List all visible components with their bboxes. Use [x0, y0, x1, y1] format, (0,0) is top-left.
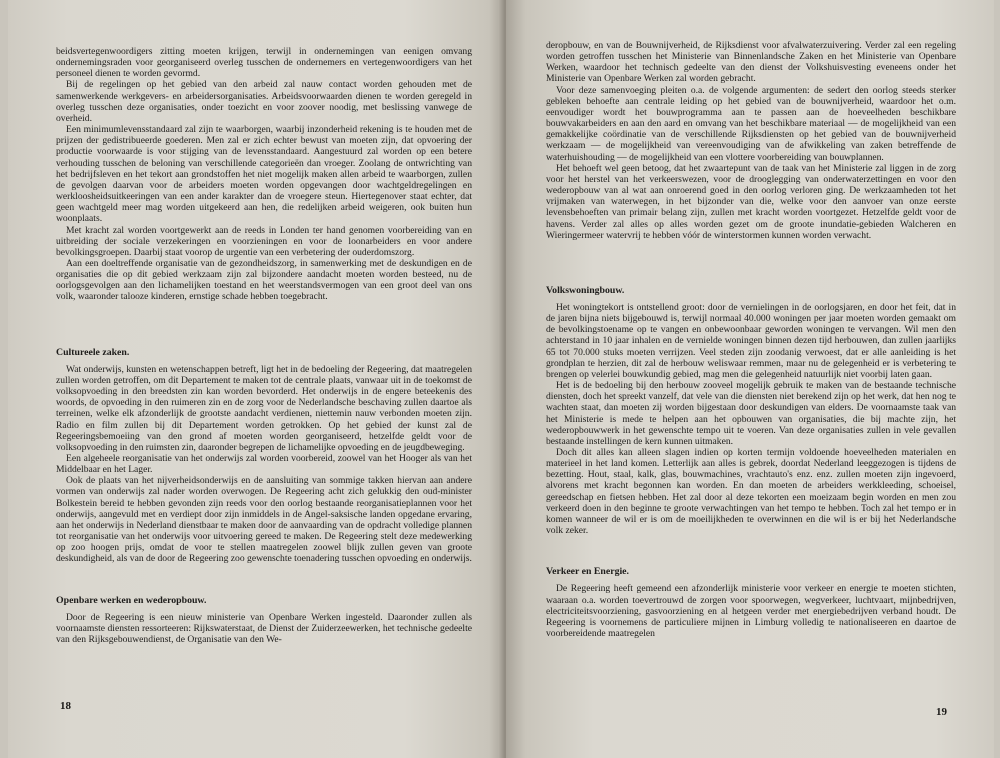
paragraph: deropbouw, en van de Bouwnijverheid, de Rijksdienst voor afvalwaterzuivering. Verder zal een regeling worden getroffen tusschen het Ministerie van Binnenlandsche Zaken en het Ministerie van Openbare Werken, waardoor het technisch gedeelte van den dienst der Volkshuisvesting eveneens onder het Ministerie van Openbare Werken zal worden gebracht. — [546, 40, 956, 85]
paragraph: Aan een doeltreffende organisatie van de gezondheidszorg, in samenwerking met de deskundigen en de organisaties die op dit gebied werkzaam zijn zal bijzondere aandacht moeten worden besteed, nu de oorlogsgevolgen aan den lichamelijken toestand en het weerstandsvermogen van een groot deel van ons volk, waaronder talooze kinderen, ernstige schade hebben toegebracht. — [56, 257, 472, 303]
paragraph: Door de Regeering is een nieuw ministerie van Openbare Werken ingesteld. Daaronder zullen als voornaamste diensten ressorteeren: Rijkswaterstaat, de Dienst der Zuiderzeewerken, het technische gedeelte van den Rijksgebouwendienst, de Organisatie van den We- — [56, 611, 472, 646]
paragraph: Voor deze samenvoeging pleiten o.a. de volgende argumenten: de sedert den oorlog steeds sterker gebleken behoefte aan centrale leiding op het gebied van de bouwnijverheid, waardoor het o.m. eenvoudiger wordt het bouwprogramma aan te passen aan de hoeveelheden beschikbare bouwvakarbeiders en aan den aard en omvang van het beschikbare materiaal — de mogelijkheid van een gemakkelijke coördinatie van de verschillende Rijksdiensten op het gebied van de bouwnijverheid werkzaam — de mogelijkheid van vereenvoudiging van de afwikkeling van zaken betreffende de waterhuishouding — de mogelijkheid van een vlottere voorbereiding van bouwplannen. — [546, 84, 956, 163]
paragraph: Ook de plaats van het nijverheidsonderwijs en de aansluiting van sommige takken hiervan aan andere vormen van onderwijs zal nader worden overwogen. De Regeering acht zich gelukkig den oud-minister Bolkestein bereid te hebben gevonden zijn reeds voor den oorlog bestaande reorganisatieplannen voor het onderwijs, aangevuld met en verdiept door zijn inmiddels in de Angel-saksische landen opgedane ervaring, aan het onderwijs in Nederland dienstbaar te maken door de aanvaarding van de opdracht volledige plannen tot reorganisatie van het onderwijs voor uitvoering gereed te maken. De Regeering stelt deze medewerking op zoo hoogen prijs, omdat de voor te stellen maatregelen zoowel blijk zullen geven van groote deskundigheid, als van de door de Regeering zoo gewenschte toenadering tusschen opvoeding en onderwijs. — [56, 475, 472, 565]
paragraph: Het behoeft wel geen betoog, dat het zwaartepunt van de taak van het Ministerie zal liggen in de zorg voor het herstel van het verkeerswezen, voor de drooglegging van onderwaterzettingen en voor den wederopbouw van al wat aan onroerend goed in den oorlog verloren ging. De werkzaamheden tot het vrijmaken van waterwegen, in het bijzonder van die, welke voor den aanvoer van onze eerste levensbehoeften van primair belang zijn, zullen met kracht worden voortgezet. Hetzelfde geldt voor de havens. Verder zal alles op alles worden gezet om de groote inundatie-gebieden Walcheren en Wieringermeer watervrij te hebben vóór de winterstormen kunnen worden verwacht. — [546, 162, 956, 241]
paragraph: Het is de bedoeling bij den herbouw zooveel mogelijk gebruik te maken van de bestaande technische diensten, doch het spreekt vanzelf, dat vele van die diensten niet berekend zijn op het werk, dat hen nog te wachten staat, dan moeten zij worden bijgestaan door deskundigen van elders. De voornaamste taak van het Ministerie is mede te helpen aan het opbouwen van organisaties, die bij machte zijn, het wederopbouwwerk in het gewenschte tempo uit te voeren. Van deze organisaties zullen in vele gevallen bestaande instellingen de kern kunnen uitmaken. — [546, 380, 956, 447]
paragraph: Een algeheele reorganisatie van het onderwijs zal worden voorbereid, zoowel van het Hooger als van het Middelbaar en het Lager. — [56, 453, 472, 476]
paragraph: Bij de regelingen op het gebied van den arbeid zal nauw contact worden gehouden met de samenwerkende werkgevers- en arbeidersorganisaties. Arbeidsvoorwaarden dienen te worden geregeld in overleg tusschen deze organisaties, onder toezicht en voor zoover noodig, met beslissing vanwege de overheid. — [56, 79, 472, 124]
paragraph: Een minimumlevensstandaard zal zijn te waarborgen, waarbij inzonderheid rekening is te houden met de prijzen der gedistribueerde goederen. Men zal er zich echter bewust van moeten zijn, dat opvoering der productie voorwaarde is voor stijging van de levensstandaard. Aangestuurd zal worden op een betere verhouding tusschen de beloning van verschillende categorieën dan vroeger. Zoolang de ontwrichting van het bedrijfsleven en het tekort aan grondstoffen het niet mogelijk maken allen arbeid te waarborgen, zullen de gevolgen daarvan voor de arbeiders moeten worden opgevangen door wachtgeldregelingen en werkloosheidsuitkeeringen van een ander karakter dan de vroegere steun. Hiertegenover staat echter, dat geen wachtgeld meer mag worden uitgekeerd aan hen, die redelijken arbeid weigeren, ook buiten hun woonplaats. — [56, 124, 472, 225]
left-page-text — [56, 46, 472, 645]
left-page — [8, 0, 504, 758]
paragraph: Doch dit alles kan alleen slagen indien op korten termijn voldoende hoeveelheden materialen en materieel in het land komen. Letterlijk aan alles is gebrek, doordat Nederland leeggezogen is tijdens de bezetting. Hout, staal, kalk, glas, bouwmachines, vrachtauto's enz. enz. zullen moeten zijn ingevoerd, alvorens met kracht begonnen kan worden. En dan moeten de arbeiders werkkleeding, schoeisel, gereedschap en fietsen hebben. Het zal door al deze tekorten een moeizaam begin worden en men zou verkeerd doen in den beginne te groote verwachtingen van het tempo te hebben. Toch zal het tempo er in komen wanneer de wil er is om de moeilijkheden te overwinnen en die wil is er bij het Nederlandsche volk zeker. — [546, 447, 956, 537]
paragraph: Wat onderwijs, kunsten en wetenschappen betreft, ligt het in de bedoeling der Regeering, dat maatregelen zullen worden getroffen, om dit Departement te maken tot de centrale plaats, vanwaar uit in de toekomst de volksopvoeding in den breedsten zin kan worden bevorderd. Het onderwijs in de engere beteekenis des woords, de opvoeding in den ruimeren zin en de zorg voor de Nederlandsche beschaving zullen daartoe als terreinen, welke elk afzonderlijk de grootste aandacht verdienen, niettemin nauw verbonden moeten zijn. Radio en film zullen bij dit Departement worden getrokken. Op het gebied der kunst zal de Regeeringsbemoeiing van den grond af moeten worden georganiseerd, hetzelfde geldt voor de volksopvoeding in den ruimsten zin, daaronder begrepen de lichamelijke opvoeding en de jeugdbeweging. — [56, 363, 472, 453]
section-heading-cultureele-zaken: Cultureele zaken. — [56, 346, 130, 358]
paragraph: beidsvertegenwoordigers zitting moeten krijgen, terwijl in ondernemingen van eenigen omvang ondernemingsraden voor georganiseerd overleg tusschen de ondernemers en vertegenwoordigers van het personeel dienen te worden gevormd. — [56, 46, 472, 80]
right-page-text — [546, 40, 956, 639]
page-number: 18 — [60, 700, 71, 712]
section-heading-openbare-werken: Openbare werken en wederopbouw. — [56, 594, 207, 606]
section-heading-volkswoningbouw: Volkswoningbouw. — [546, 284, 625, 296]
paragraph: Met kracht zal worden voortgewerkt aan de reeds in Londen ter hand genomen voorbereiding van en uitbreiding der sociale verzekeringen en voorzieningen en voor de loonarbeiders en voor andere bevolkingsgroepen. Daarbij staat voorop de urgentie van een verbetering der ouderdomszorg. — [56, 224, 472, 258]
page-number: 19 — [936, 706, 947, 718]
paragraph: Het woningtekort is ontstellend groot: door de vernielingen in de oorlogsjaren, en door het feit, dat in de jaren bijna niets bijgebouwd is, terwijl normaal 40.000 woningen per jaar moeten worden gemaakt om de bevolkingstoename op te vangen en onbewoonbaar geworden woningen te vervangen. Wil men den achterstand in 10 jaar inhalen en de vernielde woningen binnen dezen tijd herbouwen, dan zullen jaarlijks 65 tot 70.000 stuks moeten verrijzen. Veel steden zijn zoodanig verwoest, dat er alle aanleiding is het grondplan te herzien, dit zal de herbouw weliswaar remmen, maar nu de gelegenheid er is verbetering te brengen op velerlei bouwkundig gebied, mag men die gelegenheid natuurlijk niet voorbij laten gaan. — [546, 301, 956, 380]
right-page — [506, 0, 994, 758]
paragraph: De Regeering heeft gemeend een afzonderlijk ministerie voor verkeer en energie te moeten stichten, waaraan o.a. worden toevertrouwd de zorgen voor spoorwegen, wegverkeer, luchtvaart, mijnbedrijven, electriciteitsvoorziening, gasvoorziening en al hetgeen verder met energiebedrijven verband houdt. De Regeering is voornemens de particuliere mijnen in Limburg volledig te nationaliseeren en daartoe de voorbereidende maatregelen — [546, 583, 956, 640]
section-heading-verkeer-en-energie: Verkeer en Energie. — [546, 566, 629, 578]
